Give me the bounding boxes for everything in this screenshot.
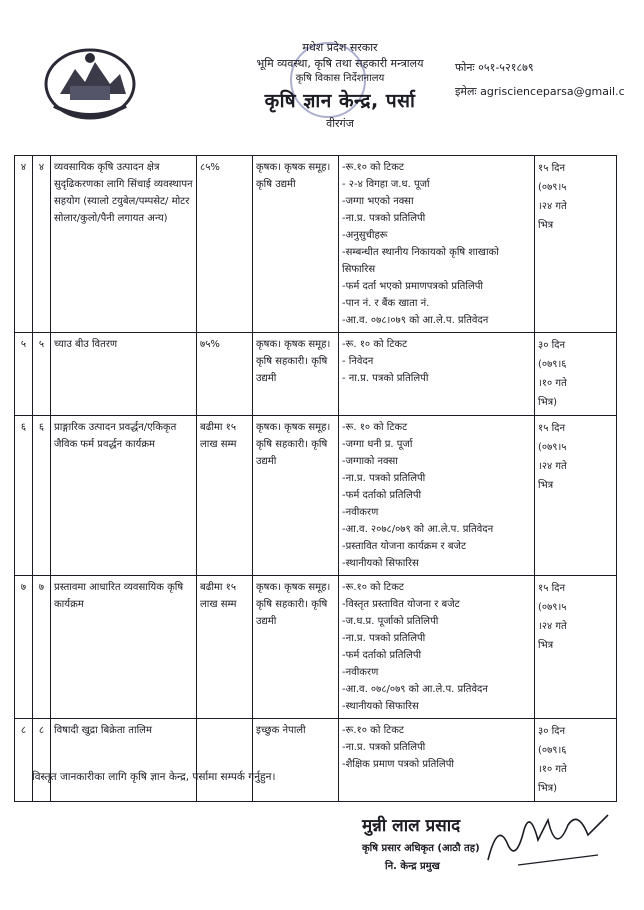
document-item: - निवेदन <box>342 356 374 367</box>
deadline-line: भित्र) <box>538 783 558 794</box>
document-item: -रू. १० को टिकट <box>342 422 408 433</box>
document-item: -ना.प्र. पत्रको प्रतिलिपी <box>342 473 426 484</box>
deadline-line: ।२४ गते <box>538 461 567 472</box>
document-item: -अनुसुचीहरू <box>342 230 388 241</box>
document-item: -रू.१० को टिकट <box>342 162 404 173</box>
document-item: -ना.प्र. पत्रको प्रतिलिपी <box>342 742 426 753</box>
deadline-cell <box>535 719 617 802</box>
program-number-cell: ८ <box>33 719 51 802</box>
deadline-line: १५ दिन <box>538 163 566 174</box>
deadline-cell <box>535 156 617 333</box>
directorate-name: कृषि विकास निर्देशनालय <box>295 73 385 84</box>
document-item: -आ.व. २०७८/०७९ को आ.ले.प. प्रतिवेदन <box>342 524 494 535</box>
ministry-name: भूमि व्यवस्था, कृषि तथा सहकारी मन्त्रालय <box>256 57 424 70</box>
deadline-cell <box>535 576 617 719</box>
program-name-cell: प्रस्तावमा आधारित व्यवसायिक कृषि कार्यक्रम <box>51 576 197 719</box>
footer-note: विस्तृत जानकारीका लागि कृषि ज्ञान केन्द्र, पर्सामा सम्पर्क गर्नुहुन। <box>32 771 276 783</box>
deadline-line: ।१० गते <box>538 378 567 389</box>
program-number-cell: ६ <box>33 416 51 576</box>
deadline-line: भित्र <box>538 220 554 231</box>
document-item: -पान नं. र बैंक खाता नं. <box>342 298 430 309</box>
deadline-line: १५ दिन <box>538 583 566 594</box>
serial-number-cell: ५ <box>15 333 33 416</box>
letterhead <box>190 40 490 131</box>
grant-cell: बढीमा १५ लाख सम्म <box>197 416 253 576</box>
required-documents-cell <box>339 333 535 416</box>
document-item: -रू. १० को टिकट <box>342 339 408 350</box>
program-table <box>14 155 617 802</box>
document-item: -ज.ध.प्र. पूर्जाको प्रतिलिपी <box>342 616 439 627</box>
deadline-line: (०७९।६ <box>538 745 567 756</box>
grant-cell <box>197 719 253 802</box>
document-item: -जग्गा धनी प्र. पूर्जा <box>342 439 413 450</box>
required-documents-cell <box>339 416 535 576</box>
deadline-cell <box>535 416 617 576</box>
document-item: -रू.१० को टिकट <box>342 725 404 736</box>
deadline-line: १५ दिन <box>538 423 566 434</box>
serial-number-cell: ८ <box>15 719 33 802</box>
document-item: -जग्गा भएको नक्सा <box>342 196 414 207</box>
nepal-emblem-logo <box>40 44 140 124</box>
required-documents-cell <box>339 576 535 719</box>
eligible-applicants-cell: कृषक। कृषक समूह। कृषि उद्यमी <box>253 156 339 333</box>
table-row <box>15 156 617 333</box>
document-item: -फर्म दर्ता भएको प्रमाणपत्रको प्रतिलिपी <box>342 281 484 292</box>
deadline-line: ३० दिन <box>538 726 566 737</box>
email-address: इमेलः agriscienceparsa@gmail.c <box>455 85 625 98</box>
document-item: -स्थानीयको सिफारिस <box>342 701 419 712</box>
grant-cell: बढीमा १५ लाख सम्म <box>197 576 253 719</box>
deadline-line: (०७९।५ <box>538 602 567 613</box>
office-location: वीरगंज <box>326 117 354 130</box>
deadline-line: (०७९।५ <box>538 442 567 453</box>
document-item: -आ.व. ०७८।०७९ को आ.ले.प. प्रतिवेदन <box>342 315 489 326</box>
document-item: -सम्बन्धीत स्थानीय निकायको कृषि शाखाको <box>342 247 499 258</box>
contact-info <box>455 60 644 100</box>
deadline-line: (०७९।६ <box>538 359 567 370</box>
document-item: -रू.१० को टिकट <box>342 582 404 593</box>
serial-number-cell: ७ <box>15 576 33 719</box>
eligible-applicants-cell: इच्छुक नेपाली <box>253 719 339 802</box>
program-name-cell: प्राङ्गारिक उत्पादन प्रवर्द्धन/एकिकृत जैविक फर्म प्रवर्द्धन कार्यक्रम <box>51 416 197 576</box>
signatory-name: मुन्नी लाल प्रसाद <box>362 816 461 836</box>
required-documents-cell <box>339 156 535 333</box>
eligible-applicants-cell: कृषक। कृषक समूह। कृषि सहकारी। कृषि उद्यमी <box>253 333 339 416</box>
document-item: -स्थानीयको सिफारिस <box>342 558 419 569</box>
eligible-applicants-cell: कृषक। कृषक समूह। कृषि सहकारी। कृषि उद्यमी <box>253 416 339 576</box>
deadline-line: भित्र <box>538 480 554 491</box>
deadline-line: ।१० गते <box>538 764 567 775</box>
deadline-line: ३० दिन <box>538 340 566 351</box>
program-name-cell: विषादी खुद्रा बिक्रेता तालिम <box>51 719 197 802</box>
government-name: मधेश प्रदेश सरकार <box>302 41 378 54</box>
signatory-role: नि. केन्द्र प्रमुख <box>385 861 440 872</box>
eligible-applicants-cell: कृषक। कृषक समूह। कृषि सहकारी। कृषि उद्यमी <box>253 576 339 719</box>
table-row <box>15 333 617 416</box>
document-item: -ना.प्र. पत्रको प्रतिलिपी <box>342 213 426 224</box>
office-name: कृषि ज्ञान केन्द्र, पर्सा <box>264 90 416 112</box>
document-item: - ना.प्र. पत्रको प्रतिलिपी <box>342 373 429 384</box>
table-row <box>15 576 617 719</box>
handwritten-signature <box>478 800 618 870</box>
phone-number: फोनः ०५१-५२१८७९ <box>455 61 534 74</box>
signatory-title: कृषि प्रसार अधिकृत (आठौ तह) <box>362 843 480 854</box>
table-row <box>15 719 617 802</box>
program-name-cell: च्याउ बीउ वितरण <box>51 333 197 416</box>
program-number-cell: ७ <box>33 576 51 719</box>
document-item: - २-४ विगहा ज.ध. पूर्जा <box>342 179 430 190</box>
deadline-line: (०७९।५ <box>538 182 567 193</box>
document-item: -नवीकरण <box>342 507 379 518</box>
document-item: -आ.व. ०७८/०७९ को आ.ले.प. प्रतिवेदन <box>342 684 488 695</box>
deadline-cell <box>535 333 617 416</box>
serial-number-cell: ४ <box>15 156 33 333</box>
document-item: -विस्तृत प्रस्तावित योजना र बजेट <box>342 599 460 610</box>
deadline-line: भित्र <box>538 640 554 651</box>
deadline-line: ।२४ गते <box>538 621 567 632</box>
program-number-cell: ५ <box>33 333 51 416</box>
program-number-cell: ४ <box>33 156 51 333</box>
document-item: -फर्म दर्ताको प्रतिलिपी <box>342 650 422 661</box>
document-item: -प्रस्तावित योजना कार्यक्रम र बजेट <box>342 541 466 552</box>
document-item: -जग्गाको नक्सा <box>342 456 398 467</box>
document-item: -शैक्षिक प्रमाण पत्रको प्रतिलिपी <box>342 759 454 770</box>
table-row <box>15 416 617 576</box>
deadline-line: ।२४ गते <box>538 201 567 212</box>
document-item: -नवीकरण <box>342 667 379 678</box>
required-documents-cell <box>339 719 535 802</box>
grant-cell: ८५% <box>197 156 253 333</box>
program-name-cell: व्यवसायिक कृषि उत्पादन क्षेत्र सुदृढिकरणका लागि सिंचाई व्यवस्थापन सहयोग (स्यालो टयुबेल/पम्पसेट/ मोटर सोलार/कुलो/पैनी लगायत अन्य) <box>51 156 197 333</box>
document-item: -ना.प्र. पत्रको प्रतिलिपी <box>342 633 426 644</box>
document-item: सिफारिस <box>342 264 376 275</box>
serial-number-cell: ६ <box>15 416 33 576</box>
deadline-line: भित्र) <box>538 397 558 408</box>
document-item: -फर्म दर्ताको प्रतिलिपी <box>342 490 422 501</box>
grant-cell: ७५% <box>197 333 253 416</box>
